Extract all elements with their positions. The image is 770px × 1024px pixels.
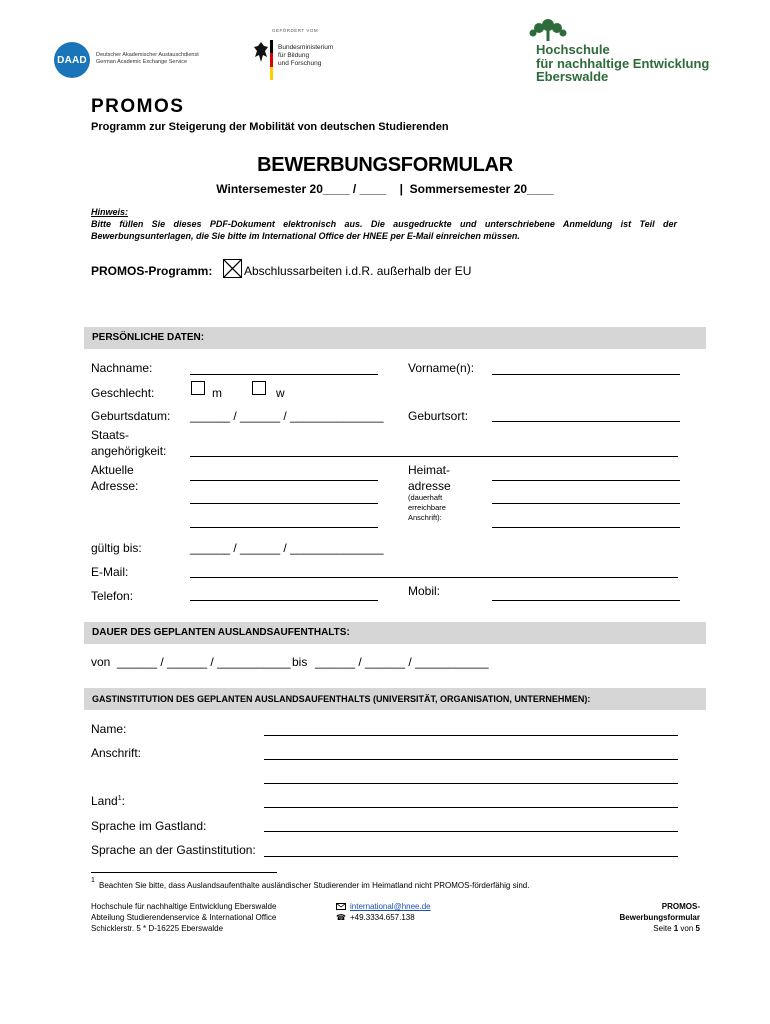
aktuelle-adresse-label-2: Adresse: xyxy=(91,479,139,493)
hint-label: Hinweis: xyxy=(91,207,129,217)
footer-phone: +49.3334.657.138 xyxy=(349,913,415,922)
von-label: von xyxy=(91,655,111,669)
bmbf-sponsor-label: GEFÖRDERT VOM xyxy=(272,28,319,33)
geschlecht-label: Geschlecht: xyxy=(91,386,155,400)
host-address-field-1[interactable] xyxy=(264,759,678,760)
bis-date-field[interactable]: ______ / ______ / ___________ xyxy=(315,655,489,669)
vorname-label: Vorname(n): xyxy=(408,361,475,375)
footnote-number: 1 xyxy=(91,877,95,884)
daad-logo: DAAD xyxy=(54,42,90,78)
email-label: E-Mail: xyxy=(91,565,129,579)
email-field[interactable] xyxy=(190,577,678,578)
staats-label-1: Staats- xyxy=(91,428,130,442)
bmbf-line3: und Forschung xyxy=(278,60,322,67)
footer-address xyxy=(91,901,276,934)
land-colon: : xyxy=(121,794,125,808)
mobil-field[interactable] xyxy=(492,600,680,601)
geburtsdatum-label: Geburtsdatum: xyxy=(91,409,171,423)
land-text: Land xyxy=(91,794,118,808)
page-prefix: Seite xyxy=(653,924,674,933)
bis-label: bis xyxy=(292,655,308,669)
footnote-rule xyxy=(91,872,277,873)
host-name-label: Name: xyxy=(91,722,127,736)
heimatadresse-note xyxy=(408,493,446,523)
daad-logo-text xyxy=(96,52,216,66)
footer-contact xyxy=(336,901,431,923)
von-date-field[interactable]: ______ / ______ / ___________ xyxy=(117,655,291,669)
federal-eagle-icon xyxy=(252,40,270,66)
heimat-note-1: (dauerhaft xyxy=(408,493,443,502)
geburtsort-field[interactable] xyxy=(492,421,680,422)
geburtsort-label: Geburtsort: xyxy=(408,409,469,423)
page-current: 1 xyxy=(673,924,679,933)
heimatadresse-label-1: Heimat- xyxy=(408,463,451,477)
page-subtitle: Programm zur Steigerung der Mobilität von deutschen Studierenden xyxy=(91,121,449,133)
footer-address-line3: Schicklerstr. 5 * D-16225 Eberswalde xyxy=(91,924,224,933)
staatsangehoerigkeit-field[interactable] xyxy=(190,456,678,457)
footer-doc-info xyxy=(560,901,700,934)
aktuelle-adresse-label-1: Aktuelle xyxy=(91,463,134,477)
host-address-label: Anschrift: xyxy=(91,746,142,760)
program-checkbox[interactable] xyxy=(223,259,242,278)
heimatadresse-field-3[interactable] xyxy=(492,527,680,528)
german-flag-icon xyxy=(270,40,273,80)
bmbf-line2: für Bildung xyxy=(278,52,310,59)
gender-m-label: m xyxy=(212,386,222,400)
gender-w-label: w xyxy=(276,386,285,400)
footer-address-line1: Hochschule für nachhaltige Entwicklung Eberswalde xyxy=(91,902,277,911)
aktuelle-adresse-field-2[interactable] xyxy=(190,503,378,504)
host-address-field-2[interactable] xyxy=(264,783,678,784)
daad-text-de: Deutscher Akademischer Austauschdienst xyxy=(96,52,199,58)
nachname-field[interactable] xyxy=(190,374,378,375)
footer-email-link[interactable]: international@hnee.de xyxy=(350,902,431,911)
vorname-field[interactable] xyxy=(492,374,680,375)
checkmark-x-icon xyxy=(224,260,241,277)
program-label: PROMOS-Programm: xyxy=(91,264,213,278)
language-country-label: Sprache im Gastland: xyxy=(91,819,207,833)
footer-doc-title-2: Bewerbungsformular xyxy=(619,913,700,922)
section-duration xyxy=(84,622,706,644)
nachname-label: Nachname: xyxy=(91,361,153,375)
host-name-field[interactable] xyxy=(264,735,678,736)
host-country-label xyxy=(91,794,125,808)
heimatadresse-field-1[interactable] xyxy=(492,480,680,481)
footnote-text: Beachten Sie bitte, dass Auslandsaufenthalte ausländischer Studierender im Heimatland nicht PROMOS-förderfähig sind. xyxy=(99,881,530,890)
aktuelle-adresse-field-1[interactable] xyxy=(190,480,378,481)
heimatadresse-field-2[interactable] xyxy=(492,503,680,504)
language-country-field[interactable] xyxy=(264,831,678,832)
page-total: 5 xyxy=(695,924,700,933)
section-host-title: GASTINSTITUTION DES GEPLANTEN AUSLANDSAUFENTHALTS (UNIVERSITÄT, ORGANISATION, UNTERNEHMEN): xyxy=(92,694,591,704)
geburtsdatum-field[interactable]: ______ / ______ / ______________ xyxy=(190,409,384,423)
telefon-label: Telefon: xyxy=(91,589,134,603)
aktuelle-adresse-field-3[interactable] xyxy=(190,527,378,528)
staats-label-2: angehörigkeit: xyxy=(91,444,167,458)
gender-m-checkbox[interactable] xyxy=(191,381,205,395)
section-personal-title: PERSÖNLICHE DATEN: xyxy=(92,332,205,343)
footer-email-row xyxy=(336,901,431,912)
hnee-line2: für nachhaltige Entwicklung xyxy=(536,55,710,71)
section-personal-data xyxy=(84,327,706,349)
hnee-logo-text xyxy=(536,43,709,84)
footer-doc-title-1: PROMOS- xyxy=(661,902,700,911)
footer-address-line2: Abteilung Studierendenservice & International Office xyxy=(91,913,277,922)
telefon-field[interactable] xyxy=(190,600,378,601)
mobil-label: Mobil: xyxy=(408,584,441,598)
language-institution-field[interactable] xyxy=(264,856,678,857)
land-footnote-ref: 1 xyxy=(117,795,122,802)
bmbf-logo-text xyxy=(278,44,333,68)
bmbf-line1: Bundesministerium xyxy=(278,44,334,51)
footer-phone-row xyxy=(336,912,431,923)
envelope-icon xyxy=(336,903,346,910)
hnee-leaf-logo-icon xyxy=(528,16,568,42)
heimat-note-2: erreichbare xyxy=(408,503,446,512)
gender-w-checkbox[interactable] xyxy=(252,381,266,395)
hint-text: Bitte füllen Sie dieses PDF-Dokument elektronisch aus. Die ausgedruckte und unterschriebene Anmeldung ist Teil der Bewerbungsunterlagen, die Sie bitte im International Office der HNEE per E-Mail einreichen müssen. xyxy=(91,219,677,241)
gueltig-field[interactable]: ______ / ______ / ______________ xyxy=(190,541,384,555)
program-option-label: Abschlussarbeiten i.d.R. außerhalb der EU xyxy=(244,264,472,278)
form-title: BEWERBUNGSFORMULAR xyxy=(257,154,513,176)
daad-text-en: German Academic Exchange Service xyxy=(96,59,188,65)
section-duration-title: DAUER DES GEPLANTEN AUSLANDSAUFENTHALTS: xyxy=(92,627,350,638)
hnee-line1: Hochschule xyxy=(536,42,610,57)
page-mid: von xyxy=(678,924,696,933)
heimatadresse-label-2: adresse xyxy=(408,479,451,493)
gueltig-label: gültig bis: xyxy=(91,541,142,555)
page-title: PROMOS xyxy=(91,96,185,117)
hnee-line3: Eberswalde xyxy=(536,69,609,84)
language-institution-label: Sprache an der Gastinstitution: xyxy=(91,843,256,857)
host-country-field[interactable] xyxy=(264,807,678,808)
footer-page-number xyxy=(560,923,700,934)
section-host-institution xyxy=(84,688,706,710)
semester-line: Wintersemester 20____ / ____ | Sommersemester 20____ xyxy=(216,182,554,196)
phone-icon: ☎ xyxy=(336,913,346,922)
heimat-note-3: Anschrift): xyxy=(408,513,442,522)
